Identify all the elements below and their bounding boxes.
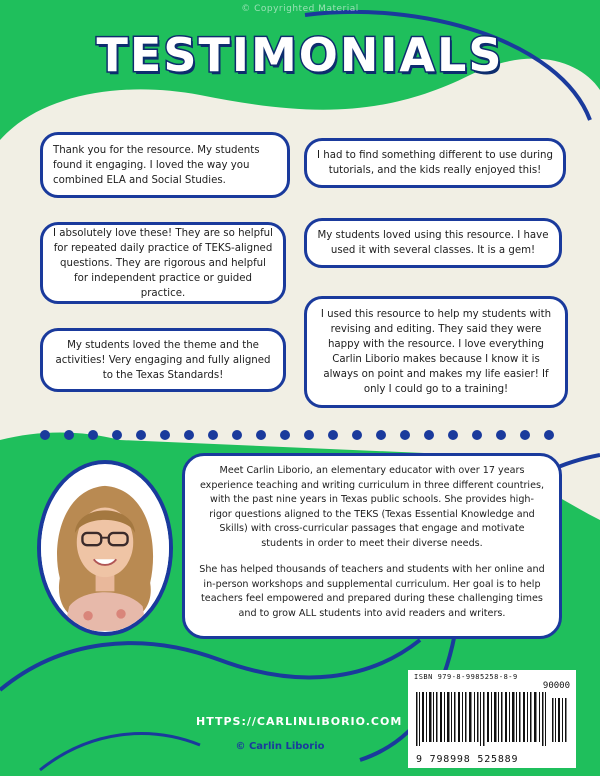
divider-dot xyxy=(136,430,146,440)
copyright-watermark: © Copyrighted Material xyxy=(241,4,359,14)
divider-dot xyxy=(232,430,242,440)
divider-dot xyxy=(376,430,386,440)
author-photo xyxy=(37,460,173,636)
divider-dot xyxy=(304,430,314,440)
divider-dot xyxy=(448,430,458,440)
bio-paragraph: Meet Carlin Liborio, an elementary educator with over 17 years experience teaching and writing curriculum in three different countries, with the past nine years in Texas public schools. She provides high-rigor questions aligned to the TEKS (Texas Essential Knowledge and Skills) with cross-curricular passages that engage and motivate students in order to meet their diverse needs. xyxy=(199,465,545,549)
testimonial-bubble: I absolutely love these! They are so helpful for repeated daily practice of TEKS-aligned questions. They are rigorous and helpful for independent practice or guided practice. xyxy=(40,222,286,304)
page-title: TESTIMONIALS xyxy=(96,28,504,82)
divider-dot xyxy=(112,430,122,440)
divider-dot xyxy=(520,430,530,440)
divider-dot xyxy=(544,430,554,440)
divider-dot xyxy=(160,430,170,440)
testimonial-bubble: Thank you for the resource. My students found it engaging. I loved the way you combined ELA and Social Studies. xyxy=(40,132,290,198)
divider-dot xyxy=(280,430,290,440)
divider-dot xyxy=(424,430,434,440)
testimonial-bubble: My students loved using this resource. I have used it with several classes. It is a gem! xyxy=(304,218,562,268)
testimonial-bubble: I used this resource to help my students with revising and editing. They said they were happy with the resource. I love everything Carlin Liborio makes because I know it is always on point and makes my life easier! If only I could go to a training! xyxy=(304,296,568,408)
author-portrait-illustration xyxy=(41,464,169,632)
price-code: 90000 xyxy=(542,681,570,691)
bio-paragraph: She has helped thousands of teachers and students with her online and in-person workshops and supplemental curriculum. Her goal is to help teachers feel empowered and prepared during these challenging times and to grow ALL students into avid readers and writers. xyxy=(199,564,545,619)
isbn-barcode xyxy=(408,670,576,768)
blue-swirl-line xyxy=(0,640,420,690)
testimonial-bubble: I had to find something different to use during tutorials, and the kids really enjoyed this! xyxy=(304,138,566,188)
divider-dot xyxy=(496,430,506,440)
website-link[interactable]: HTTPS://CARLINLIBORIO.COM xyxy=(196,715,403,728)
divider-dot xyxy=(472,430,482,440)
divider-dot xyxy=(208,430,218,440)
isbn-text: ISBN 979-8-9985258-8-9 xyxy=(414,673,518,681)
blue-swirl-line xyxy=(40,734,200,770)
divider-dot xyxy=(88,430,98,440)
copyright-text: © Carlin Liborio xyxy=(235,741,325,752)
author-bio xyxy=(182,453,562,639)
divider-dot xyxy=(64,430,74,440)
barcode-number: 9 798998 525889 xyxy=(416,754,519,765)
divider-dot xyxy=(352,430,362,440)
divider-dot xyxy=(400,430,410,440)
testimonial-bubble: My students loved the theme and the activities! Very engaging and fully aligned to the Texas Standards! xyxy=(40,328,286,392)
divider-dot xyxy=(328,430,338,440)
barcode-bars xyxy=(414,692,570,746)
divider-dot xyxy=(256,430,266,440)
divider-dot xyxy=(40,430,50,440)
divider-dot xyxy=(184,430,194,440)
dotted-divider xyxy=(40,430,560,442)
